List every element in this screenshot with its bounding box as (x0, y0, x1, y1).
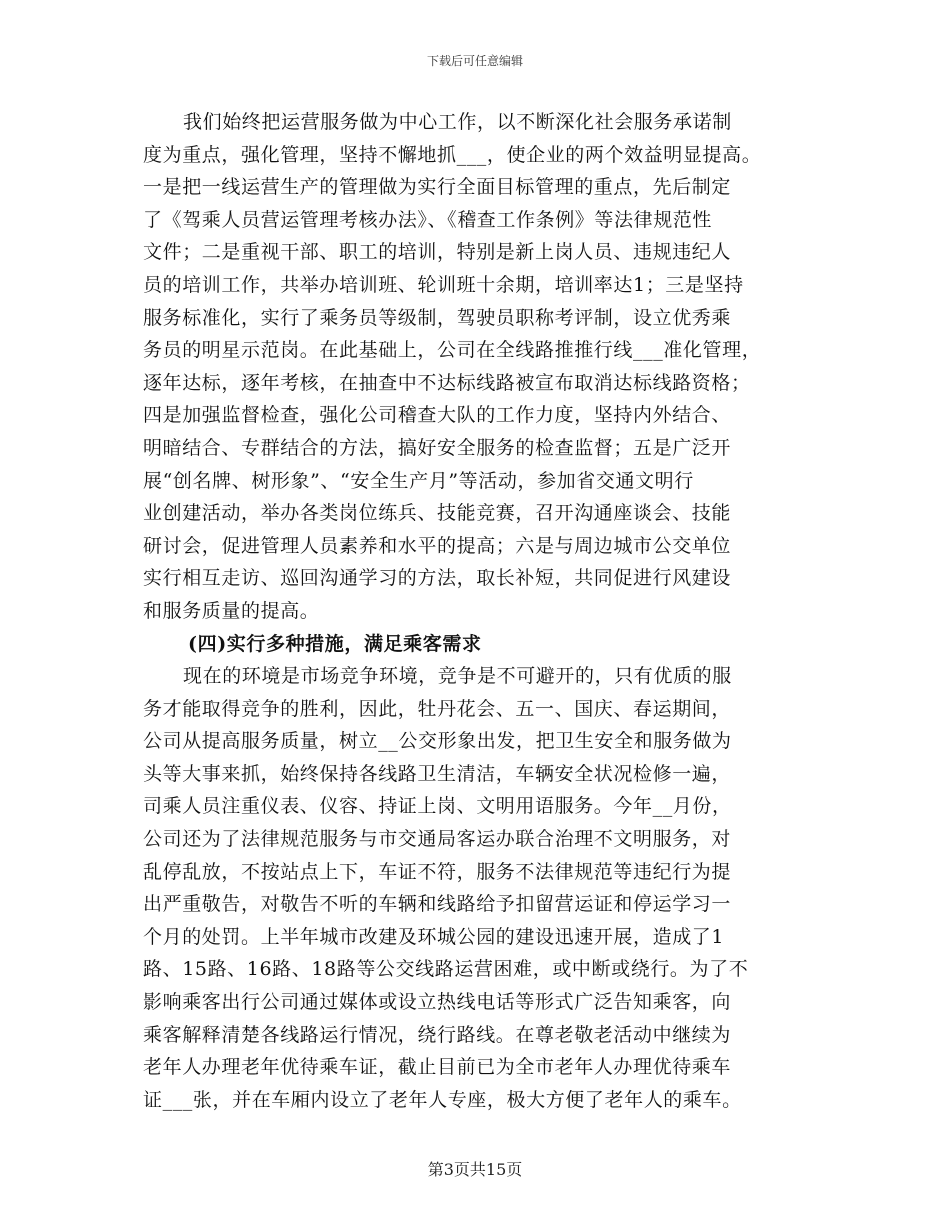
paragraph-line: 公司还为了法律规范服务与市交通局客运办联合治理不文明服务，对 (143, 828, 732, 851)
document-body (143, 106, 813, 1116)
paragraph-line: 我们始终把运营服务做为中心工作，以不断深化社会服务承诺制 (183, 111, 732, 133)
paragraph-line: 实行相互走访、巡回沟通学习的方法，取长补短，共同促进行风建设 (143, 567, 732, 590)
section-heading: (四)实行多种措施，满足乘客需求 (188, 632, 482, 655)
paragraph-line: 现在的环境是市场竞争环境，竞争是不可避开的，只有优质的服 (183, 665, 732, 688)
paragraph-line: 度为重点，强化管理，坚持不懈地抓___，使企业的两个效益明显提高。 (143, 143, 762, 166)
paragraph-line: 了《驾乘人员营运管理考核办法》、《稽查工作条例》等法律规范性 (143, 208, 713, 231)
paragraph-line: 路、15路、16路、18路等公交线路运营困难，或中断或绕行。为了不 (143, 958, 749, 981)
paragraph-line: 司乘人员注重仪表、仪容、持证上岗、文明用语服务。今年__月份， (143, 795, 732, 818)
paragraph-line: 头等大事来抓，始终保持各线路卫生清洁，车辆安全状况检修一遍， (143, 762, 732, 785)
paragraph-line: 个月的处罚。上半年城市改建及环城公园的建设迅速开展，造成了1 (143, 925, 725, 948)
paragraph-line: 乘客解释清楚各线路运行情况，绕行路线。在尊老敬老活动中继续为 (143, 1023, 732, 1046)
paragraph-line: 和服务质量的提高。 (143, 599, 320, 622)
paragraph-line: 出严重敬告，对敬告不听的车辆和线路给予扣留营运证和停运学习一 (143, 893, 732, 916)
paragraph-line: 老年人办理老年优待乘车证，截止目前已为全市老年人办理优待乘车 (143, 1056, 732, 1079)
paragraph-line: 逐年达标，逐年考核，在抽查中不达标线路被宣布取消达标线路资格； (143, 371, 751, 394)
page-header: 下载后可任意编辑 (426, 54, 523, 68)
paragraph-line: 业创建活动，举办各类岗位练兵、技能竞赛，召开沟通座谈会、技能 (143, 502, 732, 525)
paragraph-line: 证___张，并在车厢内设立了老年人专座，极大方便了老年人的乘车。 (143, 1088, 742, 1111)
paragraph-line: 员的培训工作，共举办培训班、轮训班十余期，培训率达1；三是坚持 (143, 273, 744, 296)
paragraph-line: 一是把一线运营生产的管理做为实行全面目标管理的重点，先后制定 (143, 176, 732, 199)
paragraph-line: 服务标准化，实行了乘务员等级制，驾驶员职称考评制，设立优秀乘 (143, 306, 732, 329)
paragraph-line: 展“创名牌、树形象”、“安全生产月”等活动，参加省交通文明行 (143, 469, 694, 492)
paragraph-line: 公司从提高服务质量，树立__公交形象出发，把卫生安全和服务做为 (143, 730, 732, 753)
paragraph-line: 研讨会，促进管理人员素养和水平的提高；六是与周边城市公交单位 (143, 534, 732, 557)
paragraph-line: 务才能取得竞争的胜利，因此，牡丹花会、五一、国庆、春运期间， (143, 697, 732, 720)
paragraph-line: 明暗结合、专群结合的方法，搞好安全服务的检查监督；五是广泛开 (143, 436, 732, 459)
paragraph-line: 四是加强监督检查，强化公司稽查大队的工作力度，坚持内外结合、 (143, 404, 732, 427)
paragraph-line: 乱停乱放，不按站点上下，车证不符，服务不法律规范等违纪行为提 (143, 860, 732, 883)
paragraph-line: 影响乘客出行公司通过媒体或设立热线电话等形式广泛告知乘客，向 (143, 991, 732, 1014)
paragraph-line: 务员的明星示范岗。在此基础上，公司在全线路推推行线___准化管理， (143, 339, 762, 362)
page-number: 第3页共15页 (427, 1160, 523, 1179)
paragraph-line: 文件；二是重视干部、职工的培训，特别是新上岗人员、违规违纪人 (143, 241, 732, 264)
